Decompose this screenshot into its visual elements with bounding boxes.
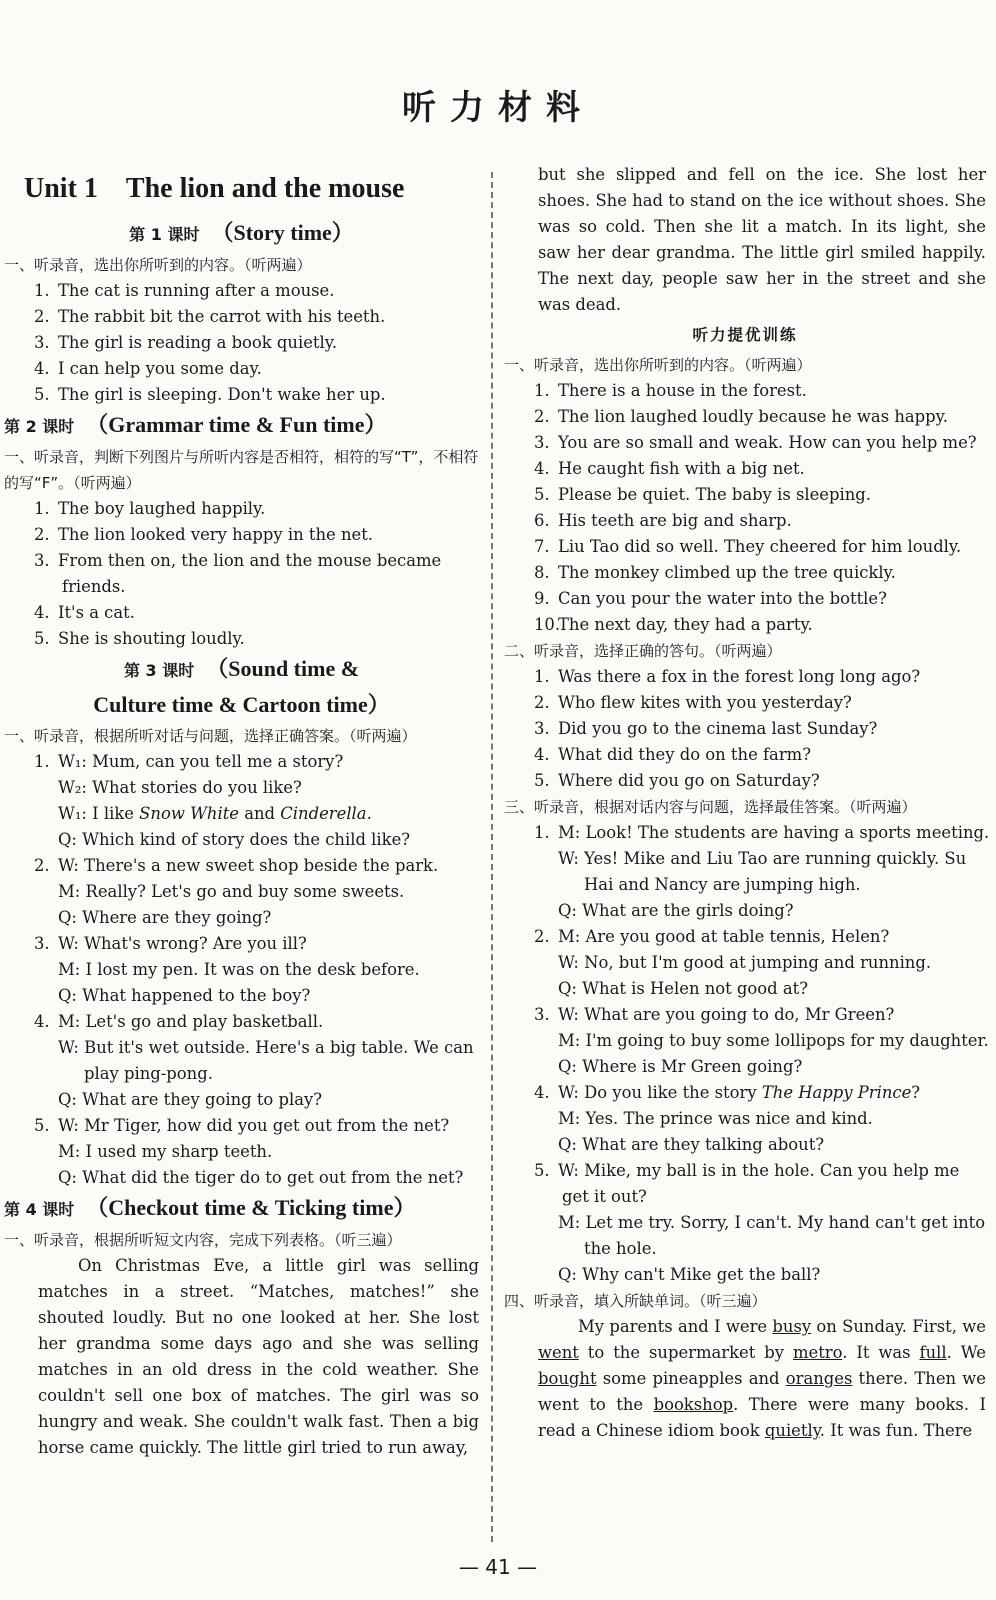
lesson-label: 第 3 课时 [123,661,195,680]
lesson-4-heading [0,1191,483,1227]
dialogue-question: Q: What did the tiger do to get out from the net? [58,1168,464,1187]
list-item: 5. Please be quiet. The baby is sleeping. [534,485,871,504]
dialogue-question: Q: Which kind of story does the child like? [58,830,411,849]
dialogue-question: Q: Where are they going? [58,908,272,927]
instruction: 一、听录音，根据所听短文内容，完成下列表格。（听三遍） [4,1231,402,1249]
filled-blank: bookshop [653,1395,734,1414]
list-item: 4. I can help you some day. [34,359,262,378]
instruction: 一、听录音，选出你所听到的内容。（听两遍） [4,256,312,274]
dialogue-item: 2. W: There's a new sweet shop beside the park. [34,856,439,875]
list-item: 6. His teeth are big and sharp. [534,511,792,530]
dialogue-question: Q: Where is Mr Green going? [558,1057,803,1076]
lesson-subtitle: （Grammar time & Fun time） [86,412,387,437]
instruction: 一、听录音，根据所听对话与问题，选择正确答案。（听两遍） [4,727,417,745]
left-column [0,162,483,1538]
list-item: 8. The monkey climbed up the tree quickly. [534,563,896,582]
filled-blank: metro [792,1343,843,1362]
passage-paragraph: On Christmas Eve, a little girl was selling matches in a street. “Matches, matches!” she shouted loudly. But no one looked at her. She lost her grandma some days ago and she was selling matches in an old dress in the cold weather. She couldn't sell one box of matches. The girl was so hungry and weak. She couldn't walk fast. Then a big horse came quickly. The little girl tried to run away, [38,1256,479,1457]
list-item: 1. The boy laughed happily. [34,499,266,518]
lesson-label: 第 2 课时 [4,417,75,436]
list-item: 4. It's a cat. [34,603,135,622]
dialogue-item: 5. W: Mike, my ball is in the hole. Can you help me get it out? [534,1161,960,1206]
list-item: 3. Did you go to the cinema last Sunday? [534,719,878,738]
dialogue-line: M: Let me try. Sorry, I can't. My hand can't get into the hole. [558,1213,986,1258]
dialogue-item: 1. M: Look! The students are having a sports meeting. [534,823,990,842]
list-item: 7. Liu Tao did so well. They cheered for him loudly. [534,537,962,556]
list-item: 3. The girl is reading a book quietly. [34,333,338,352]
dialogue-item: 1. W₁: Mum, can you tell me a story? [34,752,344,771]
page-number: — 41 — [458,1555,538,1579]
filled-blank: quietly [764,1421,820,1440]
column-divider [491,172,493,1542]
list-item: 4. He caught fish with a big net. [534,459,805,478]
dialogue-item: 4. W: Do you like the story The Happy Prince? [534,1083,921,1102]
list-item: 4. What did they do on the farm? [534,745,811,764]
dialogue-line: M: I used my sharp teeth. [58,1142,273,1161]
list-item: 1. There is a house in the forest. [534,381,807,400]
lesson-subtitle: （Sound time & [206,656,360,681]
dialogue-line: M: I'm going to buy some lollipops for my daughter. [558,1031,989,1050]
lesson-subtitle: （Story time） [211,220,354,245]
dialogue-question: Q: What are the girls doing? [558,901,794,920]
dialogue-question: Q: Why can't Mike get the ball? [558,1265,821,1284]
lesson-3-heading [0,652,483,688]
filled-blank: bought [538,1369,597,1388]
cloze-paragraph: My parents and I were busy on Sunday. First, we went to the supermarket by metro. It was full. We bought some pineapples and oranges there. Then we went to the bookshop. There were many books. I read a Chinese idiom book quietly. It was fun. There [538,1317,986,1440]
dialogue-line: W: No, but I'm good at jumping and running. [558,953,932,972]
instruction: 三、听录音，根据对话内容与问题，选择最佳答案。（听两遍） [504,798,917,816]
instruction: 二、听录音，选择正确的答句。（听两遍） [504,642,782,660]
dialogue-question: Q: What happened to the boy? [58,986,311,1005]
right-column [500,162,990,1538]
page-title: 听力材料 [402,88,594,128]
list-item: 2. The lion looked very happy in the net. [34,525,373,544]
dialogue-item: 2. M: Are you good at table tennis, Helen? [534,927,890,946]
list-item: 3. You are so small and weak. How can you help me? [534,433,977,452]
lesson-subtitle: Culture time & Cartoon time） [93,692,390,717]
dialogue-question: Q: What are they talking about? [558,1135,825,1154]
list-item: 2. The rabbit bit the carrot with his teeth. [34,307,386,326]
dialogue-item: 3. W: What are you going to do, Mr Green? [534,1005,895,1024]
filled-blank: went [538,1343,579,1362]
lesson-3-heading-line2 [0,688,483,723]
list-item: 2. The lion laughed loudly because he was happy. [534,407,948,426]
dialogue-item: 5. W: Mr Tiger, how did you get out from the net? [34,1116,450,1135]
list-item: 5. The girl is sleeping. Don't wake her up. [34,385,386,404]
dialogue-line: W₂: What stories do you like? [58,778,302,797]
dialogue-item: 3. W: What's wrong? Are you ill? [34,934,307,953]
training-section-title: 听力提优训练 [692,326,798,344]
list-item: 1. Was there a fox in the forest long long ago? [534,667,921,686]
list-item: 5. She is shouting loudly. [34,629,245,648]
instruction: 一、听录音，选出你所听到的内容。（听两遍） [504,356,812,374]
dialogue-line: W₁: I like Snow White and Cinderella. [58,804,372,823]
dialogue-line: M: I lost my pen. It was on the desk before. [58,960,420,979]
instruction: 四、听录音，填入所缺单词。（听三遍） [504,1292,767,1310]
lesson-subtitle: （Checkout time & Ticking time） [86,1195,416,1220]
filled-blank: full [919,1343,947,1362]
dialogue-question: Q: What are they going to play? [58,1090,323,1109]
passage-paragraph-continued: but she slipped and fell on the ice. She lost her shoes. She had to stand on the ice without shoes. She was so cold. Then she lit a match. In its light, she saw her dear grandma. The little girl smiled happily. The next day, people saw her in the street and she was dead. [538,165,986,314]
lesson-label: 第 4 课时 [4,1200,75,1219]
lesson-2-heading [0,408,483,444]
lesson-label: 第 1 课时 [129,225,200,244]
dialogue-item: 4. M: Let's go and play basketball. [34,1012,324,1031]
list-item: 10.The next day, they had a party. [534,615,813,634]
dialogue-line: M: Really? Let's go and buy some sweets. [58,882,405,901]
filled-blank: busy [772,1317,812,1336]
dialogue-line: W: But it's wet outside. Here's a big table. We can play ping-pong. [58,1038,474,1083]
dialogue-question: Q: What is Helen not good at? [558,979,809,998]
filled-blank: oranges [785,1369,853,1388]
dialogue-line: W: Yes! Mike and Liu Tao are running quickly. Su Hai and Nancy are jumping high. [558,849,967,894]
lesson-1-heading [0,216,483,252]
list-item: 2. Who flew kites with you yesterday? [534,693,852,712]
list-item: 1. The cat is running after a mouse. [34,281,335,300]
instruction: 一、听录音，判断下列图片与所听内容是否相符，相符的写“T”，不相符的写“F”。（听两遍） [4,448,479,492]
list-item: 9. Can you pour the water into the bottle? [534,589,887,608]
dialogue-line: M: Yes. The prince was nice and kind. [558,1109,873,1128]
unit-title: Unit 1 The lion and the mouse [24,173,405,204]
list-item: 3. From then on, the lion and the mouse became friends. [34,551,442,596]
list-item: 5. Where did you go on Saturday? [534,771,820,790]
